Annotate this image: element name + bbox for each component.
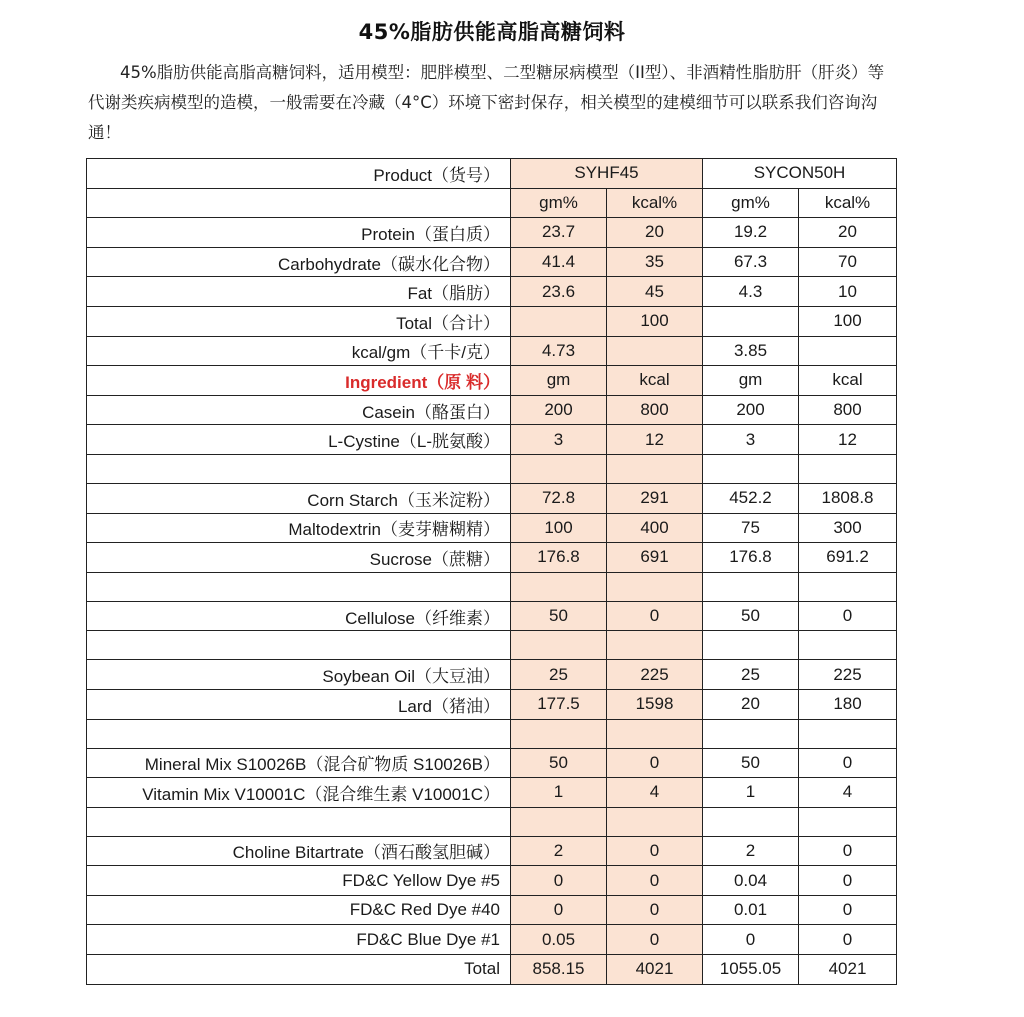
row-label <box>87 454 511 483</box>
syhf45-gm: 0.05 <box>511 925 607 955</box>
product-syhf45: SYHF45 <box>511 159 703 189</box>
sycon50h-kcal: 0 <box>799 925 897 955</box>
sycon50h-gm: 0.04 <box>703 866 799 896</box>
sycon50h-gm: 176.8 <box>703 543 799 573</box>
sycon50h-kcal: 0 <box>799 895 897 925</box>
row-label: Choline Bitartrate（酒石酸氢胆碱） <box>87 836 511 866</box>
row-label <box>87 807 511 836</box>
sycon50h-kcal: 691.2 <box>799 543 897 573</box>
sycon50h-kcal <box>799 719 897 748</box>
syhf45-kcal <box>607 572 703 601</box>
syhf45-kcal <box>607 454 703 483</box>
sycon50h-gm <box>703 306 799 336</box>
sycon50h-gm <box>703 572 799 601</box>
sycon50h-kcal: 10 <box>799 277 897 307</box>
syhf45-kcal: 4021 <box>607 955 703 985</box>
sycon50h-kcal: 12 <box>799 425 897 455</box>
ingredient-row <box>87 778 897 808</box>
sycon50h-kcal <box>799 454 897 483</box>
sycon50h-gm: 200 <box>703 395 799 425</box>
row-label: FD&C Red Dye #40 <box>87 895 511 925</box>
syhf45-kcal: 35 <box>607 247 703 277</box>
sycon50h-gm <box>703 454 799 483</box>
ingredient-row <box>87 748 897 778</box>
syhf45-kcal <box>607 719 703 748</box>
unit-gm-b: gm <box>703 366 799 396</box>
ingredient-row <box>87 866 897 896</box>
syhf45-kcal: 800 <box>607 395 703 425</box>
sycon50h-gm: 452.2 <box>703 483 799 513</box>
spacer-row <box>87 719 897 748</box>
sycon50h-kcal: 70 <box>799 247 897 277</box>
ingredient-label <box>87 366 511 396</box>
syhf45-gm <box>511 631 607 660</box>
row-label: Casein（酪蛋白） <box>87 395 511 425</box>
unit-kcal-pct-a: kcal% <box>607 188 703 218</box>
sycon50h-kcal <box>799 807 897 836</box>
row-label: Sucrose（蔗糖） <box>87 543 511 573</box>
syhf45-kcal: 0 <box>607 925 703 955</box>
ingredient-row <box>87 836 897 866</box>
sycon50h-kcal: 100 <box>799 306 897 336</box>
syhf45-gm: 2 <box>511 836 607 866</box>
syhf45-gm: 200 <box>511 395 607 425</box>
spacer-row <box>87 454 897 483</box>
row-label: Maltodextrin（麦芽糖糊精） <box>87 513 511 543</box>
syhf45-gm: 23.6 <box>511 277 607 307</box>
ingredient-row <box>87 895 897 925</box>
syhf45-gm: 50 <box>511 601 607 631</box>
ingredient-row <box>87 543 897 573</box>
unit-kcal-b: kcal <box>799 366 897 396</box>
syhf45-kcal <box>607 807 703 836</box>
syhf45-gm: 176.8 <box>511 543 607 573</box>
formula-table <box>86 158 897 985</box>
syhf45-kcal: 0 <box>607 866 703 896</box>
sycon50h-kcal: 300 <box>799 513 897 543</box>
sycon50h-gm: 50 <box>703 748 799 778</box>
spacer-row <box>87 631 897 660</box>
macro-row <box>87 277 897 307</box>
syhf45-kcal: 0 <box>607 895 703 925</box>
syhf45-kcal: 20 <box>607 218 703 248</box>
unit-gm-pct-a: gm% <box>511 188 607 218</box>
syhf45-kcal: 45 <box>607 277 703 307</box>
syhf45-kcal: 4 <box>607 778 703 808</box>
sycon50h-kcal: 0 <box>799 601 897 631</box>
row-label: FD&C Blue Dye #1 <box>87 925 511 955</box>
total-row <box>87 955 897 985</box>
row-label: Soybean Oil（大豆油） <box>87 660 511 690</box>
ingredient-row <box>87 483 897 513</box>
syhf45-kcal: 1598 <box>607 689 703 719</box>
sycon50h-gm: 0.01 <box>703 895 799 925</box>
product-sycon50h: SYCON50H <box>703 159 897 189</box>
syhf45-gm <box>511 807 607 836</box>
unit-gm-pct-b: gm% <box>703 188 799 218</box>
sycon50h-gm: 2 <box>703 836 799 866</box>
syhf45-gm: 0 <box>511 895 607 925</box>
sycon50h-gm: 20 <box>703 689 799 719</box>
page-title: 45%脂肪供能高脂高糖饲料 <box>358 20 626 44</box>
sycon50h-gm: 25 <box>703 660 799 690</box>
unit-percent-row <box>87 188 897 218</box>
syhf45-gm: 100 <box>511 513 607 543</box>
syhf45-gm: 72.8 <box>511 483 607 513</box>
sycon50h-gm <box>703 807 799 836</box>
ingredient-header-row <box>87 366 897 396</box>
syhf45-gm: 3 <box>511 425 607 455</box>
sycon50h-gm <box>703 719 799 748</box>
ingredient-row <box>87 925 897 955</box>
row-label: Protein（蛋白质） <box>87 218 511 248</box>
ingredient-label-text: Ingredient（原 料） <box>345 372 500 392</box>
product-label: Product（货号） <box>87 159 511 189</box>
sycon50h-kcal <box>799 336 897 366</box>
row-label: Total <box>87 955 511 985</box>
syhf45-kcal: 12 <box>607 425 703 455</box>
sycon50h-kcal: 4 <box>799 778 897 808</box>
syhf45-kcal: 0 <box>607 836 703 866</box>
sycon50h-gm: 75 <box>703 513 799 543</box>
sycon50h-gm: 3.85 <box>703 336 799 366</box>
spacer-row <box>87 572 897 601</box>
syhf45-kcal <box>607 336 703 366</box>
syhf45-kcal: 691 <box>607 543 703 573</box>
sycon50h-gm: 67.3 <box>703 247 799 277</box>
syhf45-gm: 41.4 <box>511 247 607 277</box>
syhf45-kcal: 0 <box>607 601 703 631</box>
syhf45-kcal: 100 <box>607 306 703 336</box>
syhf45-gm: 0 <box>511 866 607 896</box>
sycon50h-kcal: 4021 <box>799 955 897 985</box>
row-label: Mineral Mix S10026B（混合矿物质 S10026B） <box>87 748 511 778</box>
spacer-row <box>87 807 897 836</box>
syhf45-gm: 50 <box>511 748 607 778</box>
row-label: Carbohydrate（碳水化合物） <box>87 247 511 277</box>
sycon50h-kcal: 180 <box>799 689 897 719</box>
row-label: FD&C Yellow Dye #5 <box>87 866 511 896</box>
row-label <box>87 631 511 660</box>
sycon50h-gm: 4.3 <box>703 277 799 307</box>
syhf45-gm <box>511 306 607 336</box>
sycon50h-gm: 19.2 <box>703 218 799 248</box>
syhf45-kcal: 0 <box>607 748 703 778</box>
sycon50h-kcal <box>799 631 897 660</box>
ingredient-row <box>87 513 897 543</box>
sycon50h-gm: 50 <box>703 601 799 631</box>
sycon50h-gm: 3 <box>703 425 799 455</box>
unit-kcal-a: kcal <box>607 366 703 396</box>
sycon50h-kcal: 225 <box>799 660 897 690</box>
sycon50h-kcal: 0 <box>799 748 897 778</box>
sycon50h-kcal: 0 <box>799 866 897 896</box>
row-label <box>87 572 511 601</box>
syhf45-gm <box>511 454 607 483</box>
syhf45-gm <box>511 719 607 748</box>
syhf45-gm <box>511 572 607 601</box>
intro-paragraph <box>88 58 898 148</box>
sycon50h-kcal: 800 <box>799 395 897 425</box>
syhf45-kcal: 225 <box>607 660 703 690</box>
syhf45-gm: 1 <box>511 778 607 808</box>
sycon50h-gm: 0 <box>703 925 799 955</box>
ingredient-row <box>87 425 897 455</box>
macro-row <box>87 247 897 277</box>
row-label: Vitamin Mix V10001C（混合维生素 V10001C） <box>87 778 511 808</box>
row-label: Fat（脂肪） <box>87 277 511 307</box>
syhf45-gm: 177.5 <box>511 689 607 719</box>
row-label: Cellulose（纤维素） <box>87 601 511 631</box>
syhf45-kcal <box>607 631 703 660</box>
syhf45-gm: 23.7 <box>511 218 607 248</box>
syhf45-kcal: 291 <box>607 483 703 513</box>
row-label: L-Cystine（L-胱氨酸） <box>87 425 511 455</box>
sycon50h-gm <box>703 631 799 660</box>
sycon50h-kcal <box>799 572 897 601</box>
macro-row <box>87 336 897 366</box>
row-label: Lard（猪油） <box>87 689 511 719</box>
syhf45-gm: 858.15 <box>511 955 607 985</box>
formula-table-body <box>87 159 897 985</box>
ingredient-row <box>87 395 897 425</box>
empty-cell <box>87 188 511 218</box>
macro-row <box>87 306 897 336</box>
row-label: Corn Starch（玉米淀粉） <box>87 483 511 513</box>
macro-row <box>87 218 897 248</box>
row-label: kcal/gm（千卡/克） <box>87 336 511 366</box>
syhf45-gm: 4.73 <box>511 336 607 366</box>
sycon50h-kcal: 0 <box>799 836 897 866</box>
ingredient-row <box>87 689 897 719</box>
syhf45-gm: 25 <box>511 660 607 690</box>
syhf45-kcal: 400 <box>607 513 703 543</box>
row-label: Total（合计） <box>87 306 511 336</box>
sycon50h-gm: 1 <box>703 778 799 808</box>
unit-gm-a: gm <box>511 366 607 396</box>
row-label <box>87 719 511 748</box>
intro-text: 45%脂肪供能高脂高糖饲料，适用模型：肥胖模型、二型糖尿病模型（II型）、非酒精性脂肪肝（肝炎）等代谢类疾病模型的造模，一般需要在冷藏（4°C）环境下密封保存，相关模型的建模细节可以联系我们咨询沟通！ <box>88 63 885 142</box>
product-header-row <box>87 159 897 189</box>
sycon50h-kcal: 20 <box>799 218 897 248</box>
ingredient-row <box>87 660 897 690</box>
unit-kcal-pct-b: kcal% <box>799 188 897 218</box>
ingredient-row <box>87 601 897 631</box>
sycon50h-gm: 1055.05 <box>703 955 799 985</box>
sycon50h-kcal: 1808.8 <box>799 483 897 513</box>
